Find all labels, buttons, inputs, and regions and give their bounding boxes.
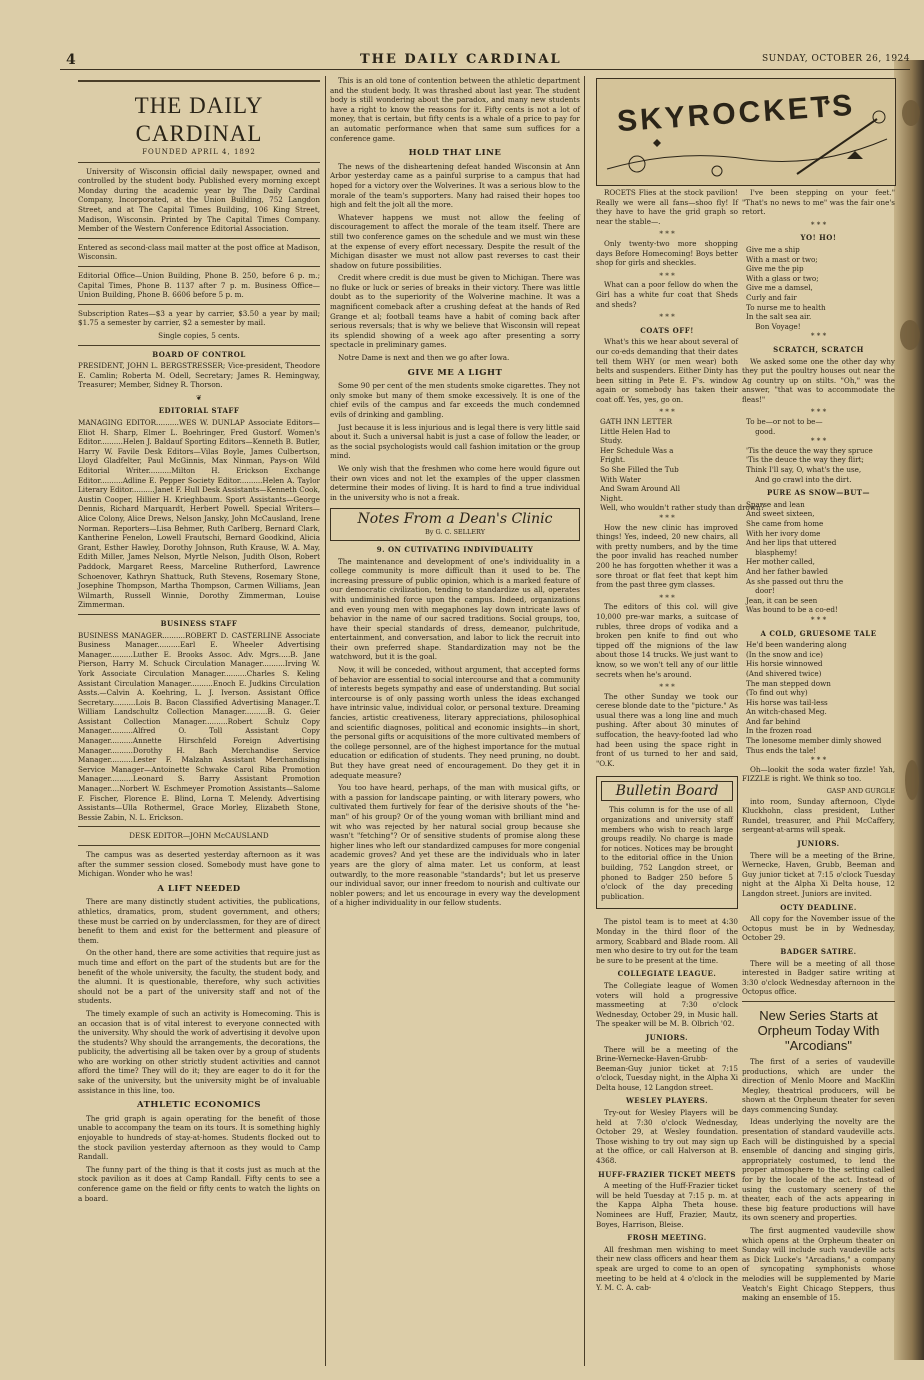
skyrockets-verse <box>742 640 895 755</box>
board-heading: BOARD OF CONTROL <box>152 349 246 359</box>
divider <box>78 345 320 346</box>
notice-heading: HUFF-FRAZIER TICKET MEETS <box>598 1169 736 1179</box>
light-para: Some 90 per cent of the men students smoke cigarettes. They not only smoke but many of them smoke excessively. It is one of the chief evils of the campus and far exceeds the much condemned evils of drinking and gambling. <box>330 381 580 419</box>
skyrockets-paragraph: We asked some one the other day why they put the poultry houses out near the Ag country up on stilts. "Oh," was the answer, "that was to accommodate the fleas!" <box>742 356 895 404</box>
light-para: We only wish that the freshmen who come here would figure out their own vices and not let the examples of the upper classmen determine their modes of living. It is hard to find a true individual in the university who is not a freak. <box>330 463 580 502</box>
notice-text: There will be a meeting of all those interested in Badger satire writing at 3:30 o'clock Wednesday afternoon in the Octopus office. <box>742 958 895 997</box>
dean-clinic-subhead: 9. ON CUTIVATING INDIVIDUALITY <box>376 544 534 554</box>
verse-line: (In the snow and ice) <box>746 649 823 659</box>
dean-para: The maintenance and development of one's individuality in a college community is more difficult than it used to be. The increasing pressure of public opinion, which is a marked feature of our democratic civilization, tending to standardize us all, operates with undiminished force upon the campus. Indeed, organizations and even young men with megaphones lay down intricate laws of behavior in the name of our sacred traditions. Social groups, too, have their special standards of dress, demeanor, pulchritude, entertainment, and conversation, and labor to lick the recruit into their own preferred shape. Standardization may not be the watchword, but it is the goal. <box>330 556 580 662</box>
verse-line: To nurse me to health <box>746 302 826 312</box>
lift-para: There are many distinctly student activities, the publications, athletics, dramatics, prom, student government, and others; these must be carried on by underclassmen, for they are of direct benefit to them and exist for the betterment and pleasure of them. <box>78 897 320 945</box>
skyrockets-separator: * * * <box>810 219 827 229</box>
skyrockets-subheading: SCRATCH, SCRATCH <box>773 344 864 354</box>
divider <box>78 162 320 163</box>
light-heading: GIVE ME A LIGHT <box>407 367 503 378</box>
skyrockets-separator: * * * <box>810 407 827 417</box>
athletic-continued: This is an old tone of contention between the athletic department and the student body. It was thrashed about last year. The student body is still wondering about the paradox, and many new students have a right to know the reasons for it. Fifty cents is not a lot of money, that is certain, but fifty cents is a whale of a price to pay for an automatic performance when that same sum suffices for a conference game. <box>330 76 580 143</box>
dean-clinic-box <box>330 508 580 541</box>
verse-line: In the salt sea air. <box>746 312 812 322</box>
notice-text: Try-out for Wesley Players will be held at 7:30 o'clock Wednesday, October 29, at Wesley foundation. Those wishing to try out may sign up at the office, or call Halverson at B. 4368. <box>596 1108 738 1166</box>
skyrockets-paragraph: The other Sunday we took our cerese blonde date to the "picture." As usual there was a long line and much pushing. After about 30 minutes of suffocation, the heavy-footed lad who had been using the space right in front of us turned to her and said, "O.K. <box>596 691 738 768</box>
skyrockets-subheading: YO! HO! <box>800 233 837 243</box>
divider <box>78 80 320 82</box>
verse-line: good. <box>746 426 776 436</box>
skyrockets-separator: * * * <box>810 755 827 765</box>
lift-para: The timely example of such an activity is Homecoming. This is an occasion that is of vital interest to everyone connected with the university. Why should the work of advertising it devolve upon the students? Why should the arrangements, the decorations, the publicity, the advertising all be taken over by a group of students who are working on other strictly student activities and cannot afford the time? They will do it; they are eager to do it for the sake of the university, but the university might be of invaluable assistance in this line, too. <box>78 1008 320 1095</box>
verse-line: 'Tis the deuce the way they spruce <box>746 445 873 455</box>
verse-line: Sparse and lean <box>746 499 805 509</box>
skyrockets-paragraph: What's this we hear about several of our co-eds demanding that their dates tell them WHY (or men wear) both belts and suspenders. Either Dinty has been sitting in Pete E. F's. window again or somebody has taken their coat off. Yes, yes, go on. <box>596 337 738 404</box>
skyrockets-paragraph: into room, Sunday afternoon, Clyde Kluckhohn, class president, Luther Rundel, treasurer, and Phil McCaffery, sergeant-at-arms will speak. <box>742 796 895 835</box>
notice-text: All freshman men wishing to meet their new class officers and hear them speak are urged to come to an open meeting to be held at 4 o'clock in the Y. M. C. A. cab- <box>596 1244 738 1293</box>
notice-heading: FROSH MEETING. <box>627 1233 707 1243</box>
dean-clinic-title: Notes From a Dean's Clinic <box>357 511 553 528</box>
dean-para: Now, it will be conceded, without argument, that accepted forms of behavior are essential to social intercourse and that a community of interests begets sympathy and ease of understanding. But social intercourse is of only passing worth unless the ideas exchanged have intrinsic value, individual color, or personal texture. Dreaming fancies, artistic creativeness, literary appreciations, philosophical and scientific diagnoses, political and economic insights—in short, the personal gifts or acquisitions of the more cultivated members of the college personnel, are of the highest importance for the mutual education or edification of students. They need pruning, no doubt. But they have great need of encouragement. Do they get it in adequate measure? <box>330 665 580 780</box>
divider <box>78 614 320 615</box>
skyrockets-signature: GASP AND GURGLE <box>826 787 895 796</box>
notice-text: All copy for the November issue of the Octopus must be in by Wednesday, October 29. <box>742 914 895 943</box>
verse-line: With a glass or two; <box>746 273 819 283</box>
divider <box>78 266 320 267</box>
verse-line: And Swam Around All <box>600 484 681 494</box>
skyrockets-separator: * * * <box>659 513 675 522</box>
board-text: PRESIDENT, JOHN L. BERGSTRESSER; Vice-president, Theodore E. Camlin; Roberta M. Odell, Secretary; James R. Hemingway, Treasurer; Member, Sidney R. Thorson. <box>78 361 320 390</box>
stain-spot <box>900 320 920 350</box>
verse-line: Thus ends the tale! <box>746 745 817 755</box>
verse-line: The man stepped down <box>746 678 831 688</box>
skyrockets-verse <box>742 245 895 331</box>
ornament-icon: ❦ <box>195 392 203 402</box>
skyrockets-verse <box>742 446 895 484</box>
verse-line: Little Helen Had to <box>600 426 671 436</box>
skyrockets-separator: * * * <box>810 614 827 624</box>
skyrockets-separator: * * * <box>810 436 827 446</box>
notice-heading: COLLEGIATE LEAGUE. <box>617 969 717 979</box>
verse-line: Curly and fair <box>746 292 797 302</box>
verse-line: door! <box>746 586 775 596</box>
skyrockets-banner <box>596 78 896 190</box>
desk-editor: DESK EDITOR—JOHN McCAUSLAND <box>129 831 269 841</box>
verse-line: In the frozen road <box>746 726 812 736</box>
notice-text: The Collegiate league of Women voters will hold a progressive massmeeting at 7:30 o'clock Wednesday, October 29, in Music hall. The speaker will be M. B. Olbrich '02. <box>596 980 738 1029</box>
bulletin-board-title: Bulletin Board <box>601 781 733 801</box>
verse-line: Give me a damsel, <box>746 283 813 293</box>
running-header <box>60 50 910 70</box>
skyrockets-verse <box>742 417 895 436</box>
verse-line: (To find out why) <box>746 688 808 698</box>
verse-line: Think I'll say, O, what's the use, <box>746 465 862 475</box>
column-4-content <box>742 188 895 1366</box>
hold-para: Notre Dame is next and then we go after Iowa. <box>338 353 510 363</box>
dean-clinic-byline: By G. C. SELLERY <box>424 528 486 537</box>
skyrockets-verse <box>742 500 895 615</box>
skyrockets-separator: * * * <box>659 407 675 417</box>
verse-line: She came from home <box>746 519 824 528</box>
subscription-rates: Subscription Rates—$3 a year by carrier, $3.50 a year by mail; $1.75 a semester by carrier, $2 a semester by mail. <box>78 308 320 328</box>
verse-line: An witch-chased Meg. <box>746 707 827 717</box>
verse-line: And go crawl into the dirt. <box>746 474 852 484</box>
verse-line: And far behind <box>746 716 801 726</box>
divider <box>78 304 320 305</box>
issue-date: SUNDAY, OCTOBER 26, 1924 <box>761 54 910 64</box>
masthead-title: THE DAILY CARDINAL <box>134 93 264 146</box>
athletic-heading: ATHLETIC ECONOMICS <box>136 1100 262 1111</box>
notice-text: There will be a meeting of the Brine-Wernecke-Haven-Grubb-Beeman-Guy junior ticket at 7:15 o'clock, Tuesday night, in the Alpha Xi Delta house, 12 Langdon street. <box>596 1044 738 1092</box>
verse-line: With a mast or two; <box>746 254 818 264</box>
notice-heading: BADGER SATIRE. <box>780 946 857 956</box>
skyrockets-illustration <box>596 78 896 186</box>
masthead-about: University of Wisconsin official daily newspaper, owned and controlled by the student body. Published every morning except Monday during the academic year by The Daily Cardinal Company, Incorporated, at the Union Building, 752 Langdon Street, and at The Capital Times Building, 106 King Street, Madison, Wisconsin. Printed by The Capital Times Company. Member of the Western Conference Editorial Association. <box>78 166 320 234</box>
verse-line: Was bound to be a co-ed! <box>746 605 838 615</box>
athletic-para: The grid graph is again operating for the benefit of those unable to accompany the team on its tours. It is something highly enjoyable to hundreds of stay-at-homes. Students flocked out to the stock pavilion yesterday afternoon as they would to Camp Randall. <box>78 1113 320 1162</box>
dean-para: You too have heard, perhaps, of the man with musical gifts, or with a passion for landscape painting, or with literary powers, who cultivated them furtively for fear of the derisive shouts of the "he-man" of his group? Or of the young woman with brilliant mind and wit who was rejected by her natural social group because she wasn't "fetching"? Or of sensitive students of promise along these higher lines who left our standardized campuses for more congenial academic groves? And yet these are the individuals who in later years are the glory of alma mater. Let us conform, at least outwardly, to the more reasonable "standards"; but let us preserve our individual savor, our inner freedom to nourish and cultivate our nobler powers; and let us encourage in every way the development of a higher individuality in our fellow students. <box>330 783 580 908</box>
skyrockets-separator: * * * <box>810 331 827 341</box>
business-staff-heading: BUSINESS STAFF <box>160 618 238 628</box>
skyrockets-subheading: A COLD, GRUESOME TALE <box>760 628 877 638</box>
editorial-staff-heading: EDITORIAL STAFF <box>158 406 240 416</box>
verse-line: 'Tis the deuce the way they flirt; <box>746 455 864 465</box>
orpheum-paragraph: The first augmented vaudeville show which opens at the Orpheum theater on Sunday will include such vaudeville acts as Dick Lucke's "Arcadians," a company of syncopating symphonists whose melodies will be supplemented by Marie Veatch's Eight Chicago Steppers, thus making an ensemble of 15. <box>742 1226 895 1303</box>
skyrockets-separator: * * * <box>659 682 675 692</box>
verse-line: Her Schedule Was a <box>600 445 674 455</box>
verse-line: To be—or not to be— <box>746 417 823 427</box>
hold-para: The news of the disheartening defeat handed Wisconsin at Ann Arbor yesterday came as a painful surprise to a campus that had hoped for a victory over the Wolverines. It was a serious blow to the morale of the team's supporters. Many had raised their hopes too high and felt the jolt all the more. <box>330 161 580 210</box>
editorial-staff-text: MANAGING EDITOR..........WES W. DUNLAP Associate Editors—Eliot H. Sharp, Elmer L. Boehringer, Fred Gustorf. Women's Editor..........Helen J. Baldauf Sporting Editors—Kenneth B. Butler, Harry W. Favile Desk Editors—Vilas Boyle, James Culbertson, Lloyd Gladfelter, Paul McGinnis, Max Ninman, Pays-on Wild Editorial Writer..........Milton H. Erickson Exchange Editor..........Adline E. Pepper Society Editor..........Helen A. Taylor Literary Editor..........Janet F. Hull Desk Assistants—Kenneth Cook, Austin Cooper, Hillier H. Krieghbaum. Sport Assistants—George Dennis, Richard Marquardt, Herbert Powell. Special Writers—Alice Colony, Alice Drews, Nelson Jansky, John McCausland, Irene Norman. Reporters—Lisa Behmer, Ruth Carlberg, Bernard Clark, Kantherine Fenelon, Lowell Frautschi, Bernard Goodkind, Alicia Grant, Esther Hawley, Dorothy Johnson, Ruth Krause, W. A. May, Edith Miller, James Nelson, Myrtle Nelson, Judith Olson, Robert Paddock, Margaret Reess, Marceline Rutherford, Lawrence Schoenover, Kathryn Shattuck, Ruth Stevens, Rosemary Stone, Josephine Thompson, Martha Thompson, Carmen Williams, Jean Wilmarth, Russell Winnie, Dorothy Zimmerman, Louise Zimmerman. <box>78 418 321 610</box>
verse-line: Jean, it can be seen <box>746 595 818 605</box>
verse-line: Her mother called, <box>746 557 815 567</box>
verse-line: He'd been wandering along <box>746 640 847 650</box>
orpheum-paragraph: Ideas underlying the novelty are the presentation of standard vaudeville acts. Each will be distinguished by a special ensemble of dancing and singing girls, appropriately costumed, to lend the proper atmosphere to the setting called for by the locale of the act. Instead of using the customary scenery of the theater, each of the acts appearing in these big feature productions will have its own scenery and properties. <box>742 1117 895 1223</box>
skyrockets-subheading: COATS OFF! <box>640 325 694 335</box>
verse-line: Well, who wouldn't rather study than drown? <box>600 503 765 513</box>
athletic-para: The funny part of the thing is that it costs just as much at the stock pavilion as it does at Camp Randall. Fifty cents to see a conference game on the field or fifty cents to watch the lights on a board. <box>78 1164 320 1203</box>
bulletin-board-intro: This column is for the use of all organizations and university staff members who wish to reach large groups readily. No charge is made for notices. Notices may be brought to the editorial office in the Union building, 752 Langdon street, or phoned to Badger 250 before 5 o'clock of the day preceding publication. <box>601 805 733 901</box>
divider <box>78 826 320 827</box>
verse-line: GATH INN LETTER <box>600 417 672 427</box>
notice-heading: JUNIORS. <box>645 1032 689 1042</box>
verse-line: And her lips that uttered <box>746 538 837 548</box>
bulletin-board-box <box>596 776 738 909</box>
divider <box>78 845 320 846</box>
skyrockets-separator: * * * <box>659 270 675 280</box>
verse-line: With Water <box>600 474 641 484</box>
verse-line: His horsie winnowed <box>746 659 823 669</box>
skyrockets-paragraph: Oh—lookit the soda water fizzle! Yah, FIZZLE is right. We think so too. <box>742 764 895 784</box>
column-rule <box>325 76 326 1366</box>
skyrockets-subheading: PURE AS SNOW—BUT— <box>766 488 871 498</box>
verse-line: blasphemy! <box>746 547 798 557</box>
verse-line: Bon Voyage! <box>746 321 801 331</box>
skyrockets-separator: * * * <box>659 229 675 239</box>
hold-heading: HOLD THAT LINE <box>408 148 502 159</box>
verse-line: With her ivory dome <box>746 528 821 538</box>
business-staff-text: BUSINESS MANAGER..........ROBERT D. CASTERLINE Associate Business Manager..........Earl E. Wheeler Advertising Manager..........Luther E. Brooks Assoc. Adv. Mgrs.....B. Jane Pierson, Harry M. Schuck Circulation Manager..........Irving W. York Associate Circulation Manager..........Charles S. Keling Assistant Circulation Manager..........Enoch E. Judkins Circulation Assts.—Calvin A. Koehring, L. J. Iverson. Assistant Office Secretary..........Lois B. Bacon Classified Advertising Manager..T. William Landschultz Collection Manager..........B. G. Geier Assistant Collection Manager..........Robert Schulz Copy Manager..........Alfred O. Toll Assistant Copy Manager..........Annette Hirschfeld Foreign Advertising Manager..........Dorothy H. Bach Merchandise Service Manager..........Lester F. Malzahn Assistant Merchandising Service Manager—Antoinette Schwake Carol Riba Promotion Manager..........Leonard S. Barry Assistant Promotion Manager....Norbert W. Eschmeyer Promotion Assistants—Salome F. Fischer, Florence E. Blind, Lorna T. Melendy. Advertising Assistants—Ulla Rothermel, Grace Morley, Elizabeth Stone, Bessie Zabin, N. L. Erickson. <box>78 630 320 822</box>
column-2 <box>330 76 580 1366</box>
skyrockets-title: SKYROCKETS <box>616 88 857 139</box>
skyrockets-paragraph: I've been stepping on your feet." "That's no news to me" was the fair one's retort. <box>742 188 895 217</box>
notice-text: The pistol team is to meet at 4:30 Monday in the third floor of the armory, Scabbard and Blade room. All men who desire to try out for the team be sure to be present at the time. <box>596 917 738 965</box>
campus-note: The campus was as deserted yesterday afternoon as it was after the summer session closed. Somebody must have gone to Michigan. Wonder who he was! <box>78 850 320 879</box>
page-number: 4 <box>66 52 76 68</box>
column-1 <box>78 76 320 1366</box>
verse-line: Give me a ship <box>746 244 800 254</box>
skyrockets-paragraph: What can a poor fellow do when the Girl has a white fur coat that Sheds and sheds? <box>596 280 738 309</box>
verse-line: And sweet sixteen, <box>746 509 815 519</box>
office-info: Editorial Office—Union Building, Phone B. 250, before 6 p. m.; Capital Times, Phone B. 1137 after 7 p. m. Business Office—Union Building, Phone B. 6606 before 5 p. m. <box>78 270 320 300</box>
lift-para: On the other hand, there are some activities that require just as much time and effort on the part of the students but are for the benefit of the whole university, the faculty, the student body, and the alumni. It is questionable, therefore, why such activities should not be a part of the university staff and not of the students. <box>78 948 320 1006</box>
lift-heading: A LIFT NEEDED <box>157 883 241 894</box>
stain-spot <box>905 760 919 800</box>
verse-line: Night. <box>600 493 623 503</box>
hold-para: Credit where credit is due must be given to Michigan. There was no fluke or luck or series of breaks in their victory. There was little doubt as to the superiority of the Wolverine machine. It was a magnificent comeback after a crushing defeat at the hands of Red Grange et al; football teams have a habit of coming back after serious reversals; that is why we believe that Wisconsin will repeat its splendid showing of a week ago after presenting a sorry spectacle in preliminary games. <box>330 273 580 350</box>
skyrockets-paragraph: ROCETS Flies at the stock pavilion! Really we were all fans—shoo fly! If they have to have the grid graph so near the stable—. <box>596 188 738 226</box>
skyrockets-paragraph: The editors of this col. will give 10,000 pre-war marks, a suitcase of rubles, three drops of vodika and a broken pen knife to find out who tipped off the mignions of the law about those 14 trucks. We just want to know, so we won't tell any of our little secrets when he's around. <box>596 602 738 679</box>
skyrockets-paragraph: How the new clinic has improved things! Yes, indeed, 20 new chairs, all with pretty numbers, and by the time the poor invalid has reached number 200 he has forgotten whether it was a sore throat or flat feet that kept him from the past three gym classes. <box>596 522 738 590</box>
verse-line: As she passed out thru the <box>746 576 844 586</box>
orpheum-headline: New Series Starts at Orpheum Today With "Arcodians" <box>757 1007 880 1053</box>
running-title: THE DAILY CARDINAL <box>360 52 562 67</box>
verse-line: And her father bawled <box>746 566 828 576</box>
verse-line: His horse was tail-less <box>746 697 828 707</box>
stain-spot <box>902 100 920 126</box>
verse-line: Fright. <box>600 455 626 465</box>
page-edge-stain <box>894 60 924 1360</box>
notice-text: A meeting of the Huff-Frazier ticket will be held Tuesday at 7:15 p. m. at the Kappa Alpha Theta house. Nominees are Huff, Frazier, Mautz, Boyes, Harrison, Bleise. <box>596 1181 738 1229</box>
verse-line: Study. <box>600 436 623 446</box>
entered-note: Entered as second-class mail matter at the post office at Madison, Wisconsin. <box>78 242 320 262</box>
notice-heading: WESLEY PLAYERS. <box>625 1096 709 1106</box>
skyrockets-separator: * * * <box>659 312 675 322</box>
skyrockets-separator: * * * <box>659 592 675 602</box>
verse-line: So She Filled the Tub <box>600 465 679 475</box>
skyrockets-paragraph: Only twenty-two more shopping days Before Homecoming! Boys better shop for girls and sheckles. <box>596 238 738 268</box>
verse-line: Give me the pip <box>746 264 804 274</box>
notice-heading: JUNIORS. <box>797 839 840 848</box>
light-para: Just because it is less injurious and is legal there is very little said about it. Such a universal habit is just a case of follow the leader, or as the social psychologists would call fashion imitation or the group mind. <box>330 422 580 461</box>
divider <box>742 1001 895 1002</box>
orpheum-paragraph: The first of a series of vaudeville productions, which are under the direction of Menlo Moore and MacKlin Megley, theatrical producers, will be shown at the Orpheum theater for seven days commencing Sunday. <box>742 1056 895 1114</box>
column-rule <box>584 76 585 1366</box>
verse-line: (And shivered twice) <box>746 668 822 678</box>
notice-heading: OCTY DEADLINE. <box>780 902 857 912</box>
verse-line: The lonesome member dimly showed <box>746 736 882 746</box>
founded-line: FOUNDED APRIL 4, 1892 <box>142 148 256 156</box>
divider <box>78 238 320 239</box>
hold-para: Whatever happens we must not allow the feeling of discouragement to affect the morale of the team itself. There are still two conference games on the schedule and we must win these at the expense of every effort necessary. Despite the result of the Michigan disaster we must not allow past reverses to cast their shadow on future possibilities. <box>330 212 580 270</box>
notice-text: There will be a meeting of the Brine, Wernecke, Haven, Grubb, Beeman and Guy junior ticket at 7:15 o'clock Tuesday night at the Alpha Xi Delta house, 12 Langdon street. Juniors are invited. <box>742 850 895 898</box>
single-copy-price: Single copies, 5 cents. <box>158 330 240 340</box>
